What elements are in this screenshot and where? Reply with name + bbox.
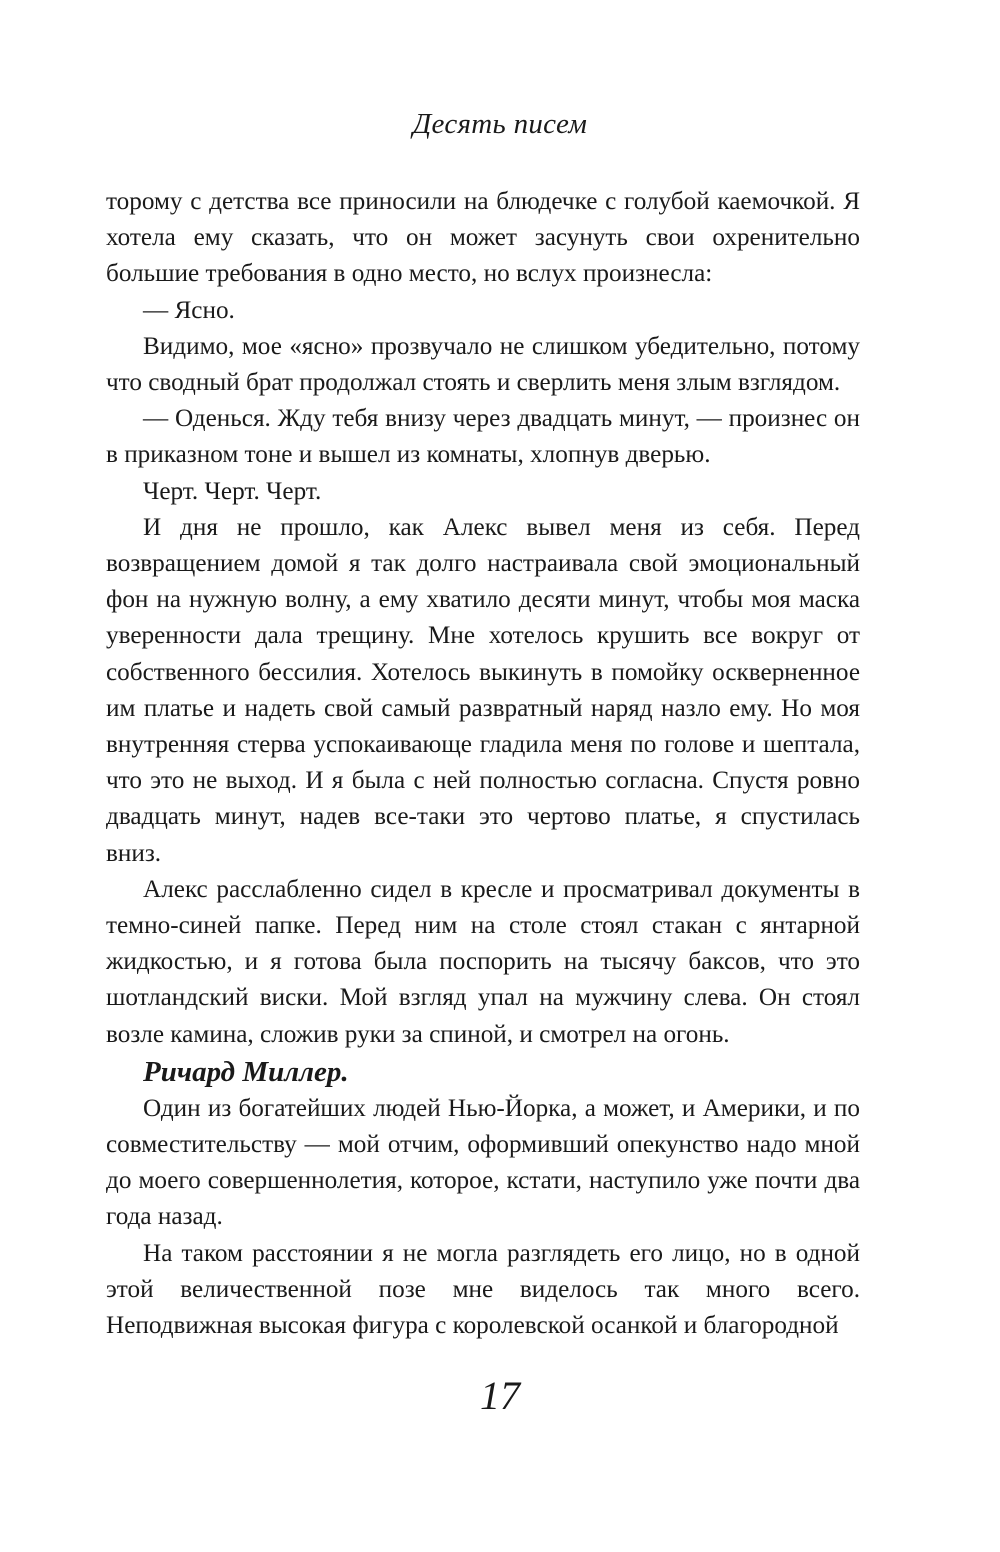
paragraph: И дня не прошло, как Алекс вывел меня из себя. Перед возвращением домой я так долго настраивала свой эмоциональный фон на нужную волну, а ему хватило десяти минут, чтобы моя маска уверенности дала трещину. Мне хотелось крушить все вокруг от собственного бессилия. Хотелось выкинуть в помойку оскверненное им платье и надеть свой самый развратный наряд назло ему. Но моя внутренняя стерва успокаивающе гладила меня по голове и шептала, что это не выход. И я была с ней полностью согласна. Спустя ровно двадцать минут, надев все-таки это чертово платье, я спустилась вниз. (106, 513, 860, 867)
page-number: 17 (480, 1373, 520, 1418)
paragraph: Алекс расслабленно сидел в кресле и просматривал документы в темно-синей папке. Перед ним на столе стоял стакан с янтарной жидкостью, и я готова была поспорить на тысячу баксов, что это шотландский виски. Мой взгляд упал на мужчину слева. Он стоял возле камина, сложив руки за спиной, и смотрел на огонь. (106, 875, 860, 1048)
paragraph-dialogue: — Оденься. Жду тебя внизу через двадцать минут, — произнес он в приказном тоне и вышел из комнаты, хлопнув дверью. (106, 405, 860, 469)
paragraph-continuation: торому с детства все приносили на блюдечке с голубой каемочкой. Я хотела ему сказать, что он может засунуть свои охренительно большие требования в одно место, но вслух произнесла: (106, 188, 860, 288)
section-heading: Ричард Миллер. (143, 1055, 349, 1088)
paragraph: Один из богатейших людей Нью-Йорка, а может, и Америки, и по совместительству — мой отчим, оформивший опекунство надо мной до моего совершеннолетия, которое, кстати, наступило уже почти два года назад. (106, 1094, 860, 1231)
running-head-title: Десять писем (412, 108, 588, 140)
paragraph: Видимо, мое «ясно» прозвучало не слишком убедительно, потому что сводный брат продолжал стоять и сверлить меня злым взглядом. (106, 332, 860, 397)
paragraph: Черт. Черт. Черт. (143, 477, 322, 505)
paragraph-dialogue: — Ясно. (143, 296, 235, 324)
body-text (106, 184, 860, 1344)
paragraph: На таком расстоянии я не могла разглядеть его лицо, но в одной этой величественной позе мне виделось так много всего. Неподвижная высокая фигура с королевской осанкой и благородной (106, 1239, 860, 1340)
